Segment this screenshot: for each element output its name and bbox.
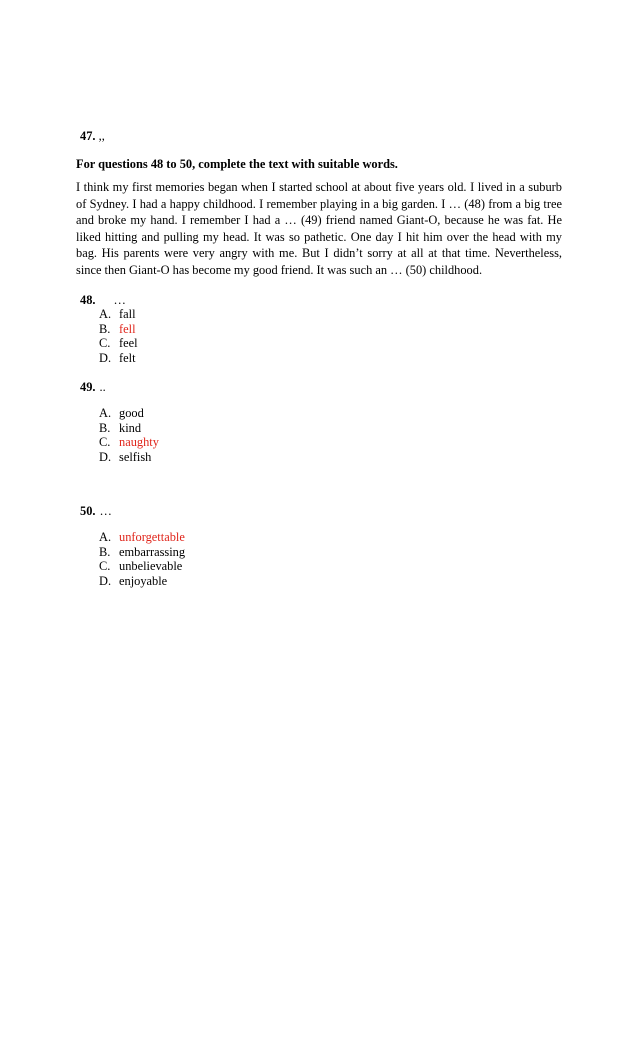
option-text: good: [119, 406, 144, 420]
question-stem: ,,: [98, 129, 105, 143]
question-48: [80, 293, 126, 308]
options-48: [99, 307, 138, 365]
option-text: feel: [119, 336, 138, 351]
option-49-a: A. good: [99, 406, 144, 420]
option-50-d: D. enjoyable: [99, 573, 168, 588]
option-text: selfish: [119, 449, 152, 464]
question-number: 47.: [80, 129, 96, 143]
options-50: [99, 530, 185, 588]
option-text: felt: [119, 350, 136, 365]
option-48-c: C. feel: [99, 336, 138, 351]
correct-option-text: fell: [119, 321, 136, 336]
question-number: 50.: [80, 504, 96, 518]
question-49: [80, 380, 106, 395]
option-48-d: D. felt: [99, 350, 136, 365]
option-text: fall: [119, 307, 136, 321]
correct-option-text: naughty: [119, 435, 159, 450]
option-50-a: A. unforgettable: [99, 530, 185, 544]
question-number: 48.: [80, 293, 96, 307]
question-stem: …: [99, 504, 112, 518]
option-49-d: D. selfish: [99, 449, 152, 464]
option-text: unbelievable: [119, 559, 183, 574]
option-50-c: C. unbelievable: [99, 559, 183, 574]
option-50-b: B. embarrassing: [99, 544, 186, 559]
question-stem: …: [113, 293, 126, 307]
option-48-b: B. fell: [99, 321, 136, 336]
question-47: [80, 129, 105, 144]
reading-passage: I think my first memories began when I started school at about five years old. I lived in a suburb of Sydney. I had a happy childhood. I remember playing in a big garden. I … (48) from a big tree and broke my hand. I remember I had a … (49) friend named Giant-O, because he was fat. He liked hitting and pulling my head. It was so pathetic. One day I hit him over the head with my bag. His parents were very angry with me. But I didn’t sorry at all at that time. Nevertheless, since then Giant-O has become my good friend. It was such an … (50) childhood.: [76, 180, 562, 277]
options-49: [99, 406, 159, 464]
option-text: embarrassing: [119, 544, 186, 559]
correct-option-text: unforgettable: [119, 530, 185, 544]
instruction-heading: For questions 48 to 50, complete the text with suitable words.: [76, 157, 398, 171]
option-49-b: B. kind: [99, 420, 142, 435]
option-text: kind: [119, 420, 142, 435]
option-text: enjoyable: [119, 573, 168, 588]
question-stem: ..: [99, 380, 106, 394]
question-number: 49.: [80, 380, 96, 394]
option-48-a: A. fall: [99, 307, 136, 321]
option-49-c: C. naughty: [99, 435, 159, 450]
question-50: [80, 504, 112, 519]
